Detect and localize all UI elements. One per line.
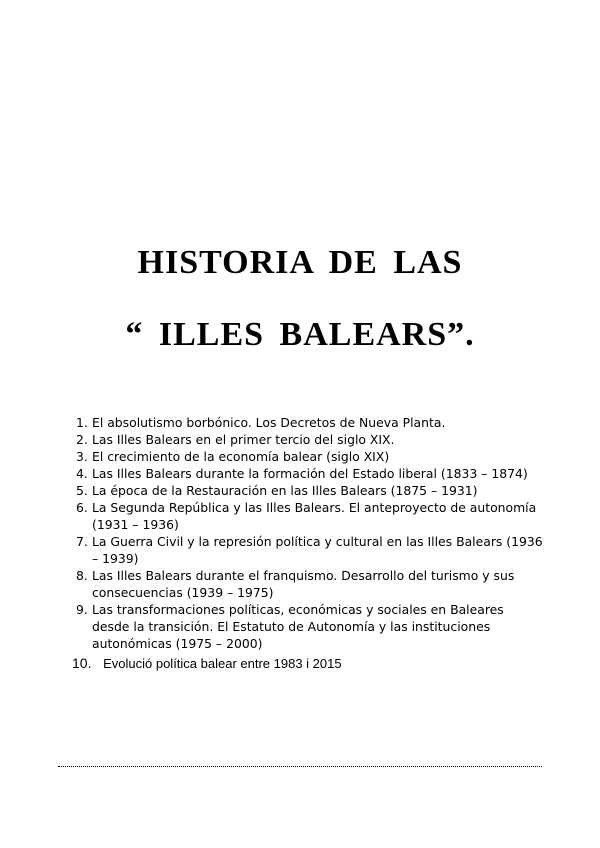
table-of-contents xyxy=(64,414,544,672)
item-number: 4. xyxy=(76,466,88,481)
list-item xyxy=(64,655,544,672)
title-line-2: “ ILLES BALEARS”. xyxy=(125,316,475,353)
item-number: 3. xyxy=(76,449,88,464)
title-line-1: HISTORIA DE LAS xyxy=(137,244,463,281)
item-number: 6. xyxy=(76,500,88,515)
item-number: 10. xyxy=(72,655,92,671)
item-number: 5. xyxy=(76,483,88,498)
item-number: 8. xyxy=(76,568,88,583)
item-number: 1. xyxy=(76,415,88,430)
item-text: La época de la Restauración en las Illes Balears (1875 – 1931) xyxy=(92,483,478,498)
item-text: El absolutismo borbónico. Los Decretos de Nueva Planta. xyxy=(92,415,446,430)
list-item xyxy=(64,482,544,499)
item-text: La Segunda República y las Illes Balears. El anteproyecto de autonomía (1931 – 1936) xyxy=(92,500,537,532)
item-text: Las Illes Balears en el primer tercio del siglo XIX. xyxy=(92,432,395,447)
list-item xyxy=(64,533,544,567)
item-text: Las Illes Balears durante el franquismo. Desarrollo del turismo y sus consecuencias (1939 – 1975) xyxy=(92,568,515,600)
item-text: El crecimiento de la economía balear (siglo XIX) xyxy=(92,449,390,464)
dotted-divider xyxy=(58,764,542,767)
list-item xyxy=(64,414,544,431)
list-item xyxy=(64,567,544,601)
item-text: Las transformaciones políticas, económicas y sociales en Baleares desde la transición. El Estatuto de Autonomía y las instituciones autonómicas (1975 – 2000) xyxy=(92,602,504,651)
list-item xyxy=(64,465,544,482)
item-number: 9. xyxy=(76,602,88,617)
list-item xyxy=(64,601,544,652)
list-item xyxy=(64,448,544,465)
item-text: Las Illes Balears durante la formación del Estado liberal (1833 – 1874) xyxy=(92,466,528,481)
list-item xyxy=(64,431,544,448)
item-number: 2. xyxy=(76,432,88,447)
item-text: Evolució política balear entre 1983 i 2015 xyxy=(103,656,342,671)
item-number: 7. xyxy=(76,534,88,549)
list-item xyxy=(64,499,544,533)
item-text: La Guerra Civil y la represión política y cultural en las Illes Balears (1936 – 1939) xyxy=(92,534,543,566)
